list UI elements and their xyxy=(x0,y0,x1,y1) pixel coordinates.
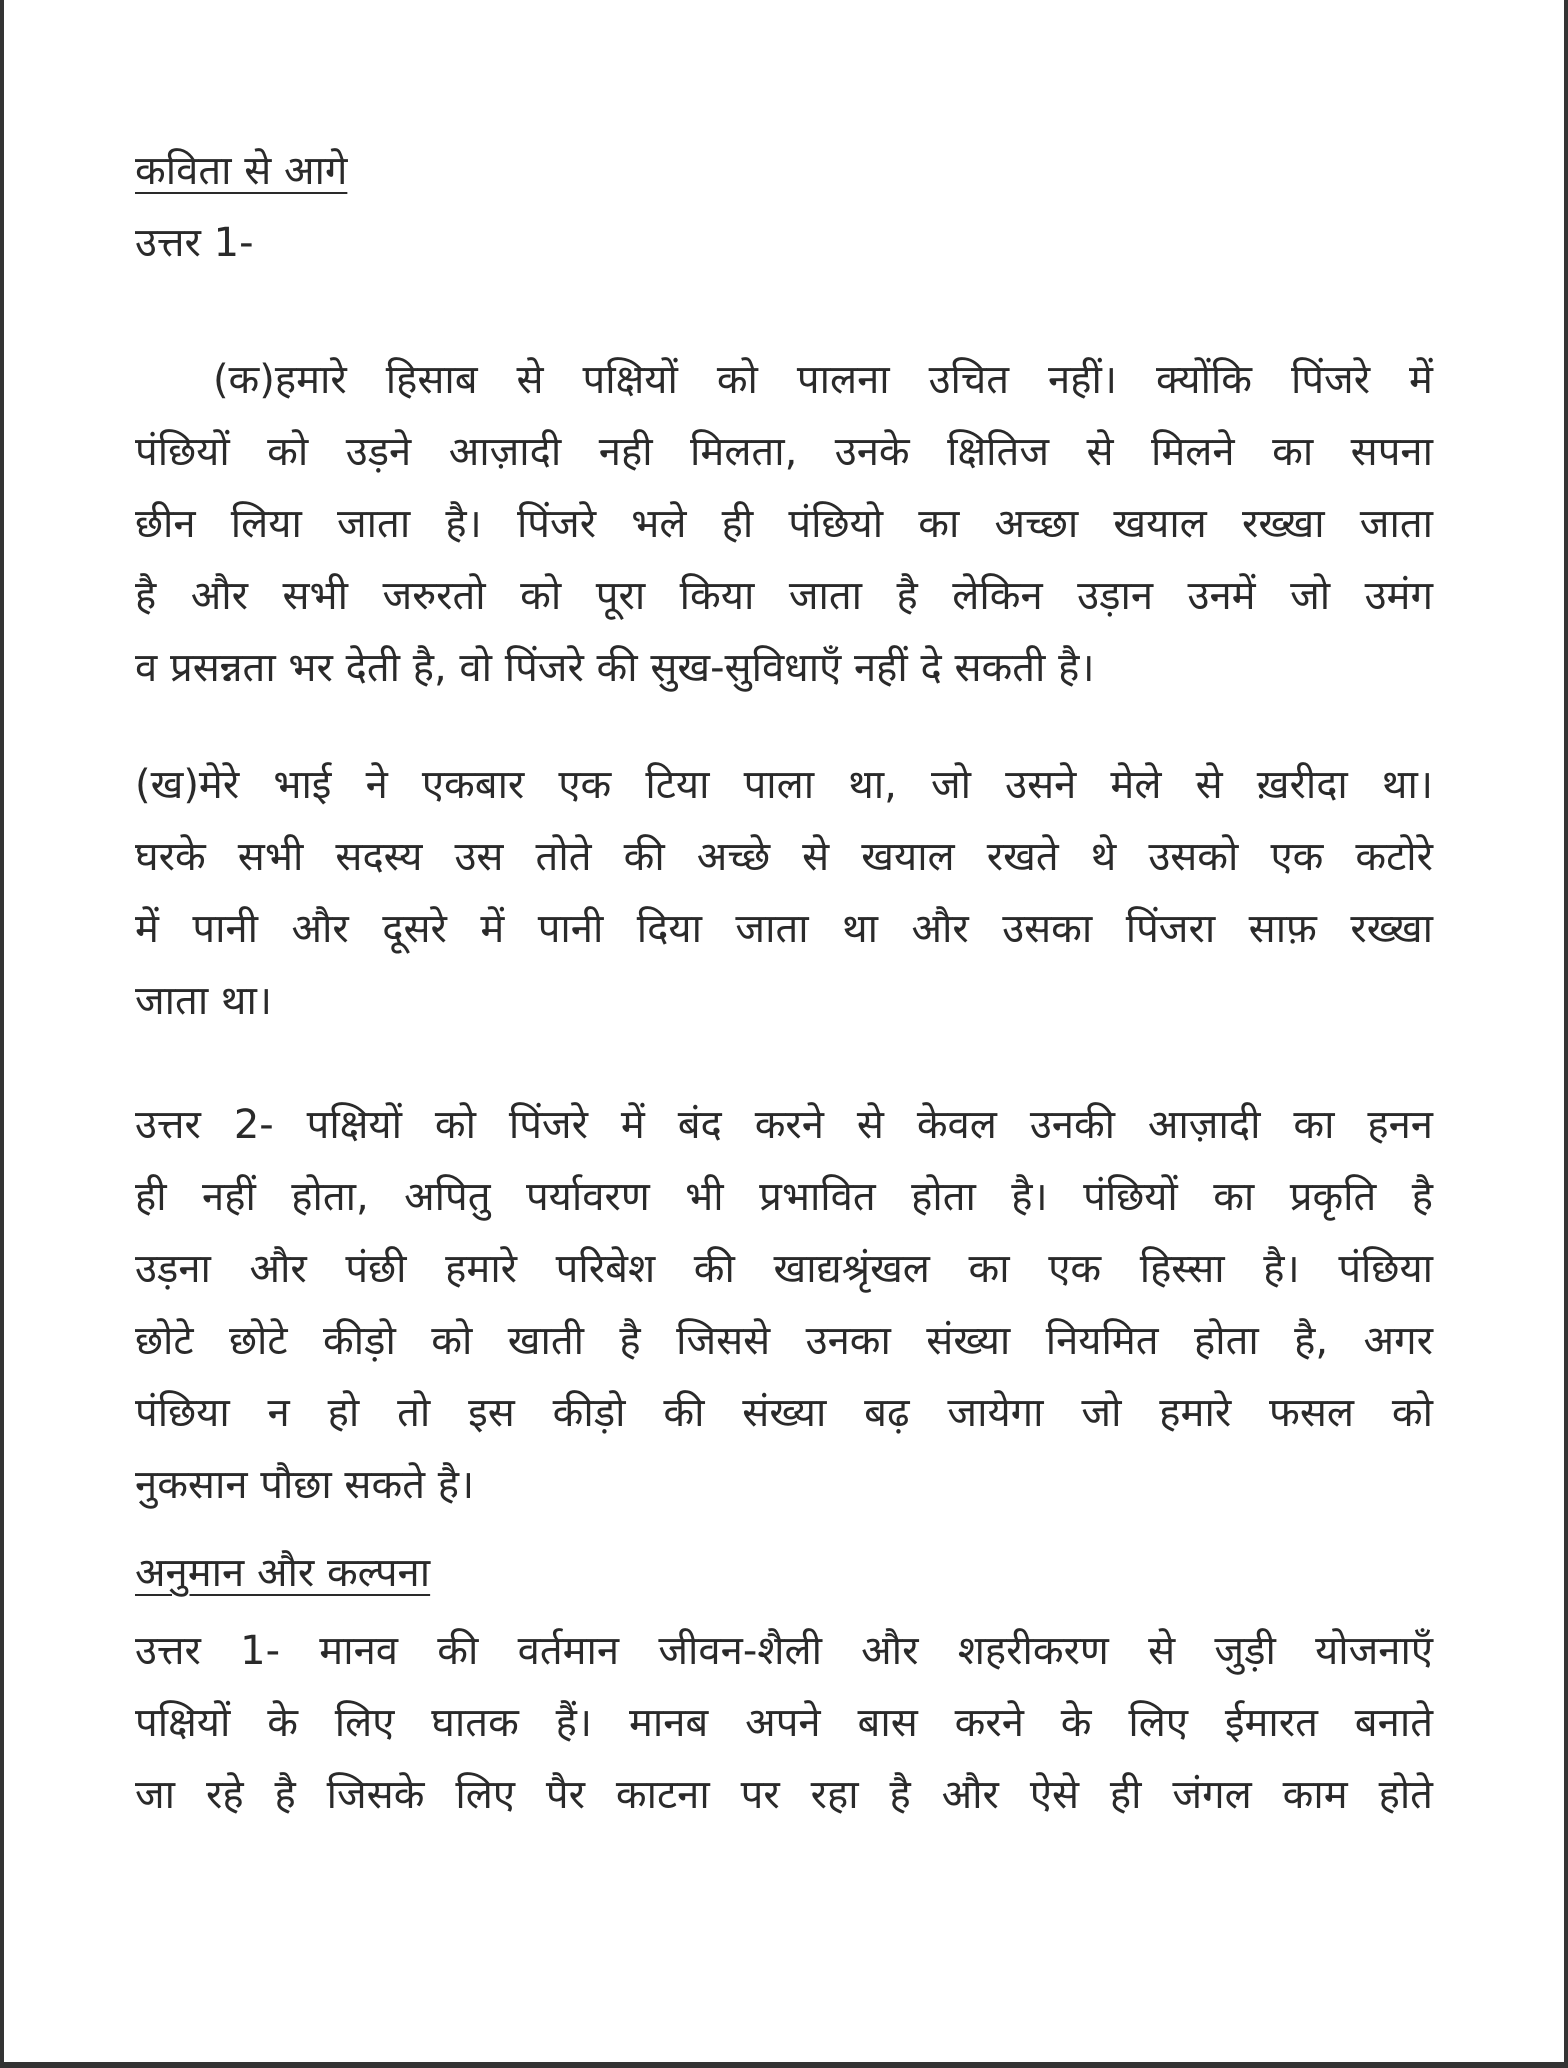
text-line: (क)हमारे हिसाब से पक्षियों को पालना उचित नहीं। क्योंकि पिंजरे में xyxy=(135,357,1433,403)
text-line: (ख)मेरे भाई ने एकबार एक टिया पाला था, जो उसने मेले से ख़रीदा था। xyxy=(135,762,1433,808)
text-line: उत्तर 2- पक्षियों को पिंजरे में बंद करने से केवल उनकी आज़ादी का हनन xyxy=(135,1102,1433,1148)
text-line: पक्षियों के लिए घातक हैं। मानब अपने बास करने के लिए ईमारत बनाते xyxy=(135,1700,1433,1746)
section-heading-anumaan-aur-kalpana xyxy=(135,1537,1433,1609)
text-line: घरके सभी सदस्य उस तोते की अच्छे से खयाल रखते थे उसको एक कटोरे xyxy=(135,834,1433,880)
answer-label-text: उत्तर 1- xyxy=(135,220,254,266)
text-line: नुकसान पौछा सकते है। xyxy=(135,1462,475,1508)
text-line: ही नहीं होता, अपितु पर्यावरण भी प्रभावित होता है। पंछियों का प्रकृति है xyxy=(135,1174,1433,1220)
section-heading-kavita-se-aage xyxy=(135,135,1433,207)
paragraph-ka xyxy=(135,344,1433,704)
text-line: जाता था। xyxy=(135,978,272,1024)
text-line: व प्रसन्नता भर देती है, वो पिंजरे की सुख-सुविधाएँ नहीं दे सकती है। xyxy=(135,645,1095,691)
text-line: है और सभी जरुरतो को पूरा किया जाता है लेकिन उड़ान उनमें जो उमंग xyxy=(135,573,1433,619)
text-line: पंछिया न हो तो इस कीड़ो की संख्या बढ़ जायेगा जो हमारे फसल को xyxy=(135,1390,1433,1436)
text-line: उड़ना और पंछी हमारे परिबेश की खाद्यश्रृंखल का एक हिस्सा है। पंछिया xyxy=(135,1246,1433,1292)
text-line: उत्तर 1- मानव की वर्तमान जीवन-शैली और शहरीकरण से जुड़ी योजनाएँ xyxy=(135,1628,1433,1674)
paragraph-kha xyxy=(135,749,1433,1037)
text-line: छीन लिया जाता है। पिंजरे भले ही पंछियो का अच्छा खयाल रख्खा जाता xyxy=(135,501,1433,547)
paragraph-section2-answer-1 xyxy=(135,1615,1433,1831)
answer-1-label xyxy=(135,207,1433,279)
paragraph-answer-2 xyxy=(135,1089,1433,1521)
heading-text: कविता से आगे xyxy=(135,148,348,194)
text-line: पंछियों को उड़ने आज़ादी नही मिलता, उनके क्षितिज से मिलने का सपना xyxy=(135,429,1433,475)
heading-text: अनुमान और कल्पना xyxy=(135,1550,431,1596)
text-line: छोटे छोटे कीड़ो को खाती है जिससे उनका संख्या नियमित होता है, अगर xyxy=(135,1318,1433,1364)
text-line: में पानी और दूसरे में पानी दिया जाता था और उसका पिंजरा साफ़ रख्खा xyxy=(135,906,1433,952)
text-line: जा रहे है जिसके लिए पैर काटना पर रहा है और ऐसे ही जंगल काम होते xyxy=(135,1772,1433,1818)
